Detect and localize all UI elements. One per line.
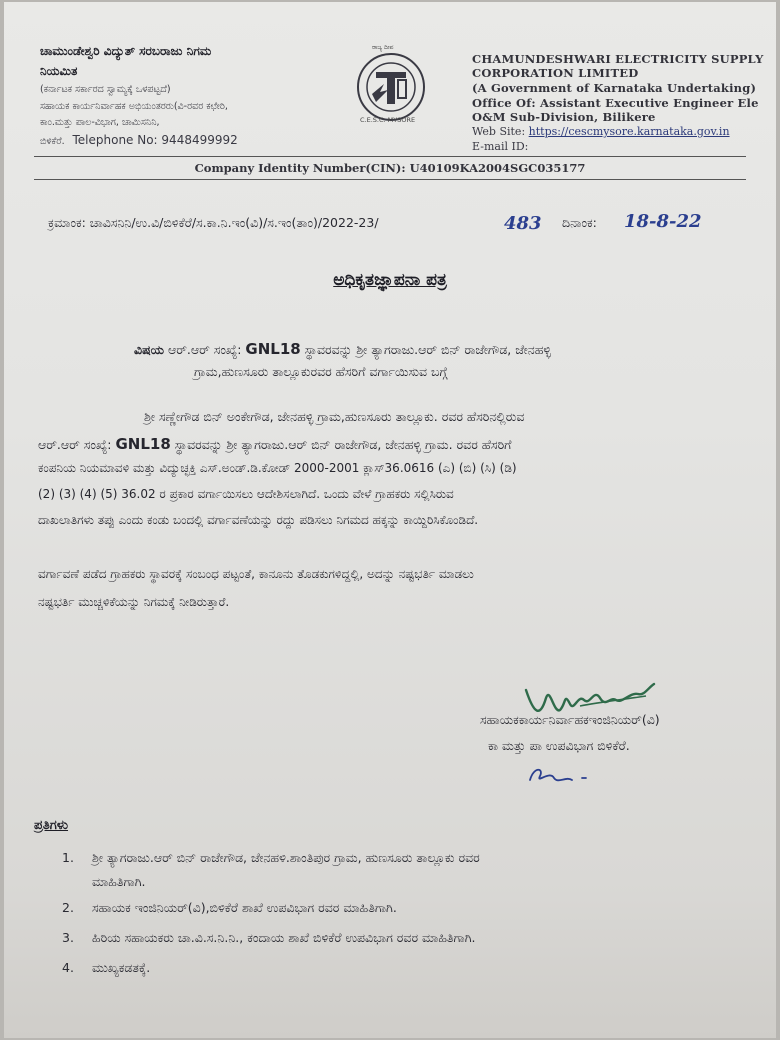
copies-heading: ಪ್ರತಿಗಳು (34, 818, 69, 833)
cesc-logo-icon (354, 50, 428, 124)
copy-item-number: 4. (62, 960, 74, 975)
para1-line5: ದಾಖಲಾತಿಗಳು ತಪ್ಪು ಎಂದು ಕಂಡು ಬಂದಲ್ಲಿ ವರ್ಗಾವಣೆಯನ್ನು ರದ್ದು ಪಡಿಸಲು ನಿಗಮದ ಹಕ್ಕನ್ನು ಕಾಯ್ದಿರಿಸಿಕೊಂಡಿದೆ. (38, 513, 479, 527)
letter-page (4, 2, 776, 1038)
kn-org-name-line2: ನಿಯಮಿತ (40, 64, 78, 78)
reference-number: ಕ್ರಮಾಂಕ: ಚಾವಿಸನಿನಿ/ಉ.ವಿ/ಬಿಳಿಕೆರೆ/ಸ.ಕಾ.ನಿ.ಇಂ(ವಿ)/ಸ.ಇಂ(ತಾಂ)/2022-23/ (48, 215, 379, 230)
copy-item-text: ಮುಖ್ಯಕಡತಕ್ಕೆ. (92, 960, 151, 975)
para1-line4: (2) (3) (4) (5) 36.02 ರ ಪ್ರಕಾರ ವರ್ಗಾಯಿಸಲು ಆದೇಶಿಸಲಾಗಿದೆ. ಒಂದು ವೇಳೆ ಗ್ರಾಹಕರು ಸಲ್ಲಿಸಿರುವ (38, 487, 454, 501)
para1-code: GNL18 (115, 435, 171, 453)
phone-line (40, 133, 238, 147)
copy-item (62, 956, 752, 980)
en-org-name-line2: CORPORATION LIMITED (472, 66, 639, 80)
kn-division-line: ಕಾಂ.ಮತ್ತು ಪಾಲ-ವಿಭಾಗ, ಚಾಮಿಸನಿನಿ, (40, 117, 160, 128)
para1-line1: ಶ್ರೀ ಸಣ್ಣೇಗೌಡ ಬಿನ್ ಅಂಕೇಗೌಡ, ಜೇನಹಳ್ಳಿ ಗ್ರಾಮ,ಹುಣಸೂರು ತಾಲ್ಲೂಕು. ರವರ ಹೆಸರಿನಲ್ಲಿರುವ (144, 409, 525, 424)
header-rule-bottom (34, 179, 746, 180)
para1-line2 (38, 434, 511, 455)
kn-org-name-line1: ಚಾಮುಂಡೇಶ್ವರಿ ವಿದ್ಯುತ್ ಸರಬರಾಜು ನಿಗಮ (40, 44, 212, 58)
email-label: E-mail ID: (472, 140, 529, 153)
copy-item-text: ಸಹಾಯಕ ಇಂಜಿನಿಯರ್(ವಿ),ಬಿಳಿಕೆರೆ ಶಾಖೆ ಉಪವಿಭಾಗ ರವರ ಮಾಹಿತಿಗಾಗಿ. (92, 900, 397, 915)
logo-top-text: ರಾಜ್ಯ ದೀಪ (372, 44, 394, 51)
initials-scribble (524, 762, 604, 788)
copy-item-text: ಹಿರಿಯ ಸಹಾಯಕರು ಚಾ.ವಿ.ಸ.ನಿ.ನಿ., ಕಂದಾಯ ಶಾಖೆ ಬಿಳಿಕೆರೆ ಉಪವಿಭಾಗ ರವರ ಮಾಹಿತಿಗಾಗಿ. (92, 930, 476, 945)
header-rule-top (34, 156, 746, 157)
date-handwritten: 18-8-22 (624, 211, 702, 232)
copy-item (62, 896, 752, 920)
en-division-line: O&M Sub-Division, Bilikere (472, 110, 656, 124)
en-govt-undertaking: (A Government of Karnataka Undertaking) (472, 81, 757, 95)
initials-mark (524, 762, 604, 788)
subject-pre: ಆರ್.ಆರ್ ಸಂಖ್ಯೆ: (167, 342, 242, 357)
para1-line3: ಕಂಪನಿಯ ನಿಯಮಾವಳಿ ಮತ್ತು ವಿದ್ಯುಚ್ಛಕ್ತಿ ಎಸ್.ಅಂಡ್.ಡಿ.ಕೋಡ್ 2000-2001 ಕ್ಲಾಸ್36.0616 (ಎ) (ಬಿ) (ಸಿ) (ಡಿ) (38, 461, 517, 475)
subject-line2: ಗ್ರಾಮ,ಹುಣಸೂರು ತಾಲ್ಲೂಕುರವರ ಹೆಸರಿಗೆ ವರ್ಗಾಯಿಸುವ ಬಗ್ಗೆ (194, 364, 448, 379)
kn-place-label: ಬಿಳಿಕೆರೆ. (40, 136, 65, 147)
cin-line: Company Identity Number(CIN): U40109KA2004SGC035177 (194, 161, 586, 175)
en-org-name-line1: CHAMUNDESHWARI ELECTRICITY SUPPLY (472, 52, 764, 66)
para1-line2-post: ಸ್ಥಾವರವನ್ನು ಶ್ರೀ ತ್ಯಾಗರಾಜು.ಆರ್ ಬಿನ್ ರಾಜೇಗೌಡ, ಜೇನಹಳ್ಳಿ ಗ್ರಾಮ. ರವರ ಹೆಸರಿಗೆ (174, 437, 512, 452)
title-wrap (4, 270, 776, 290)
website-line (472, 125, 730, 138)
copy-item-number: 1. (62, 850, 74, 865)
copy-item-number: 3. (62, 930, 74, 945)
signatory-designation: ಸಹಾಯಕಕಾರ್ಯನಿರ್ವಾಹಕಇಂಜಿನಿಯರ್(ವಿ) (480, 712, 660, 727)
subject-label: ವಿಷಯ (134, 342, 164, 357)
copy-item (62, 846, 752, 870)
para2-line2: ನಷ್ಟಭರ್ತಿ ಮುಚ್ಚಳಿಕೆಯನ್ನು ನಿಗಮಕ್ಕೆ ನೀಡಿರುತ್ತಾರೆ. (38, 595, 230, 609)
copy-item-continuation: ಮಾಹಿತಿಗಾಗಿ. (92, 874, 146, 889)
kn-govt-undertaking: (ಕರ್ನಾಟಕ ಸರ್ಕಾರದ ಸ್ವಾಮ್ಯಕ್ಕೆ ಒಳಪಟ್ಟದೆ) (40, 84, 171, 95)
para2-line1: ವರ್ಗಾವಣೆ ಪಡೆದ ಗ್ರಾಹಕರು ಸ್ಥಾವರಕ್ಕೆ ಸಂಬಂಧ ಪಟ್ಟಂತೆ, ಕಾನೂನು ತೊಡಕುಗಳಿದ್ದಲ್ಲಿ, ಅದನ್ನು ನಷ್ಟಭರ್ತಿ ಮಾಡಲು (38, 567, 474, 581)
reference-handwritten-number: 483 (504, 213, 542, 234)
website-label: Web Site: (472, 125, 526, 138)
document-title: ಅಧಿಕೃತಜ್ಞಾಪನಾ ಪತ್ರ (333, 270, 447, 290)
telephone-number: Telephone No: 9448499992 (72, 133, 238, 147)
copy-item-number: 2. (62, 900, 74, 915)
cesc-logo (354, 50, 428, 124)
subject-code: GNL18 (245, 340, 301, 358)
kn-office-line: ಸಹಾಯಕ ಕಾರ್ಯನಿರ್ವಾಹಕ ಅಭಿಯಂತರರು(ವಿ-ರವರ ಕಛೇರಿ, (40, 101, 228, 112)
subject-post: ಸ್ಥಾವರವನ್ನು ಶ್ರೀ ತ್ಯಾಗರಾಜು.ಆರ್ ಬಿನ್ ರಾಜೇಗೌಡ, ಜೇನಹಳ್ಳಿ (304, 342, 551, 357)
copy-item-text: ಶ್ರೀ ತ್ಯಾಗರಾಜು.ಆರ್ ಬಿನ್ ರಾಜೇಗೌಡ, ಜೇನಹಳಿ.ಶಾಂತಿಪುರ ಗ್ರಾಮ, ಹುಣಸೂರು ತಾಲ್ಲೂಕು ರವರ (92, 850, 480, 865)
copy-item (62, 926, 752, 950)
logo-bottom-text: C.E.S.C. MYSORE (360, 116, 416, 124)
date-label: ದಿನಾಂಕ: (562, 215, 597, 230)
subject-line1 (134, 340, 551, 358)
signatory-office: ಕಾ ಮತ್ತು ಪಾ ಉಪವಿಭಾಗ ಬಿಳಿಕೆರೆ. (488, 738, 630, 753)
website-link[interactable]: https://cescmysore.karnataka.gov.in (528, 125, 730, 138)
en-office-line: Office Of: Assistant Executive Engineer Ele (472, 96, 759, 110)
para1-line2-pre: ಆರ್.ಆರ್ ಸಂಖ್ಯೆ: (38, 437, 112, 452)
